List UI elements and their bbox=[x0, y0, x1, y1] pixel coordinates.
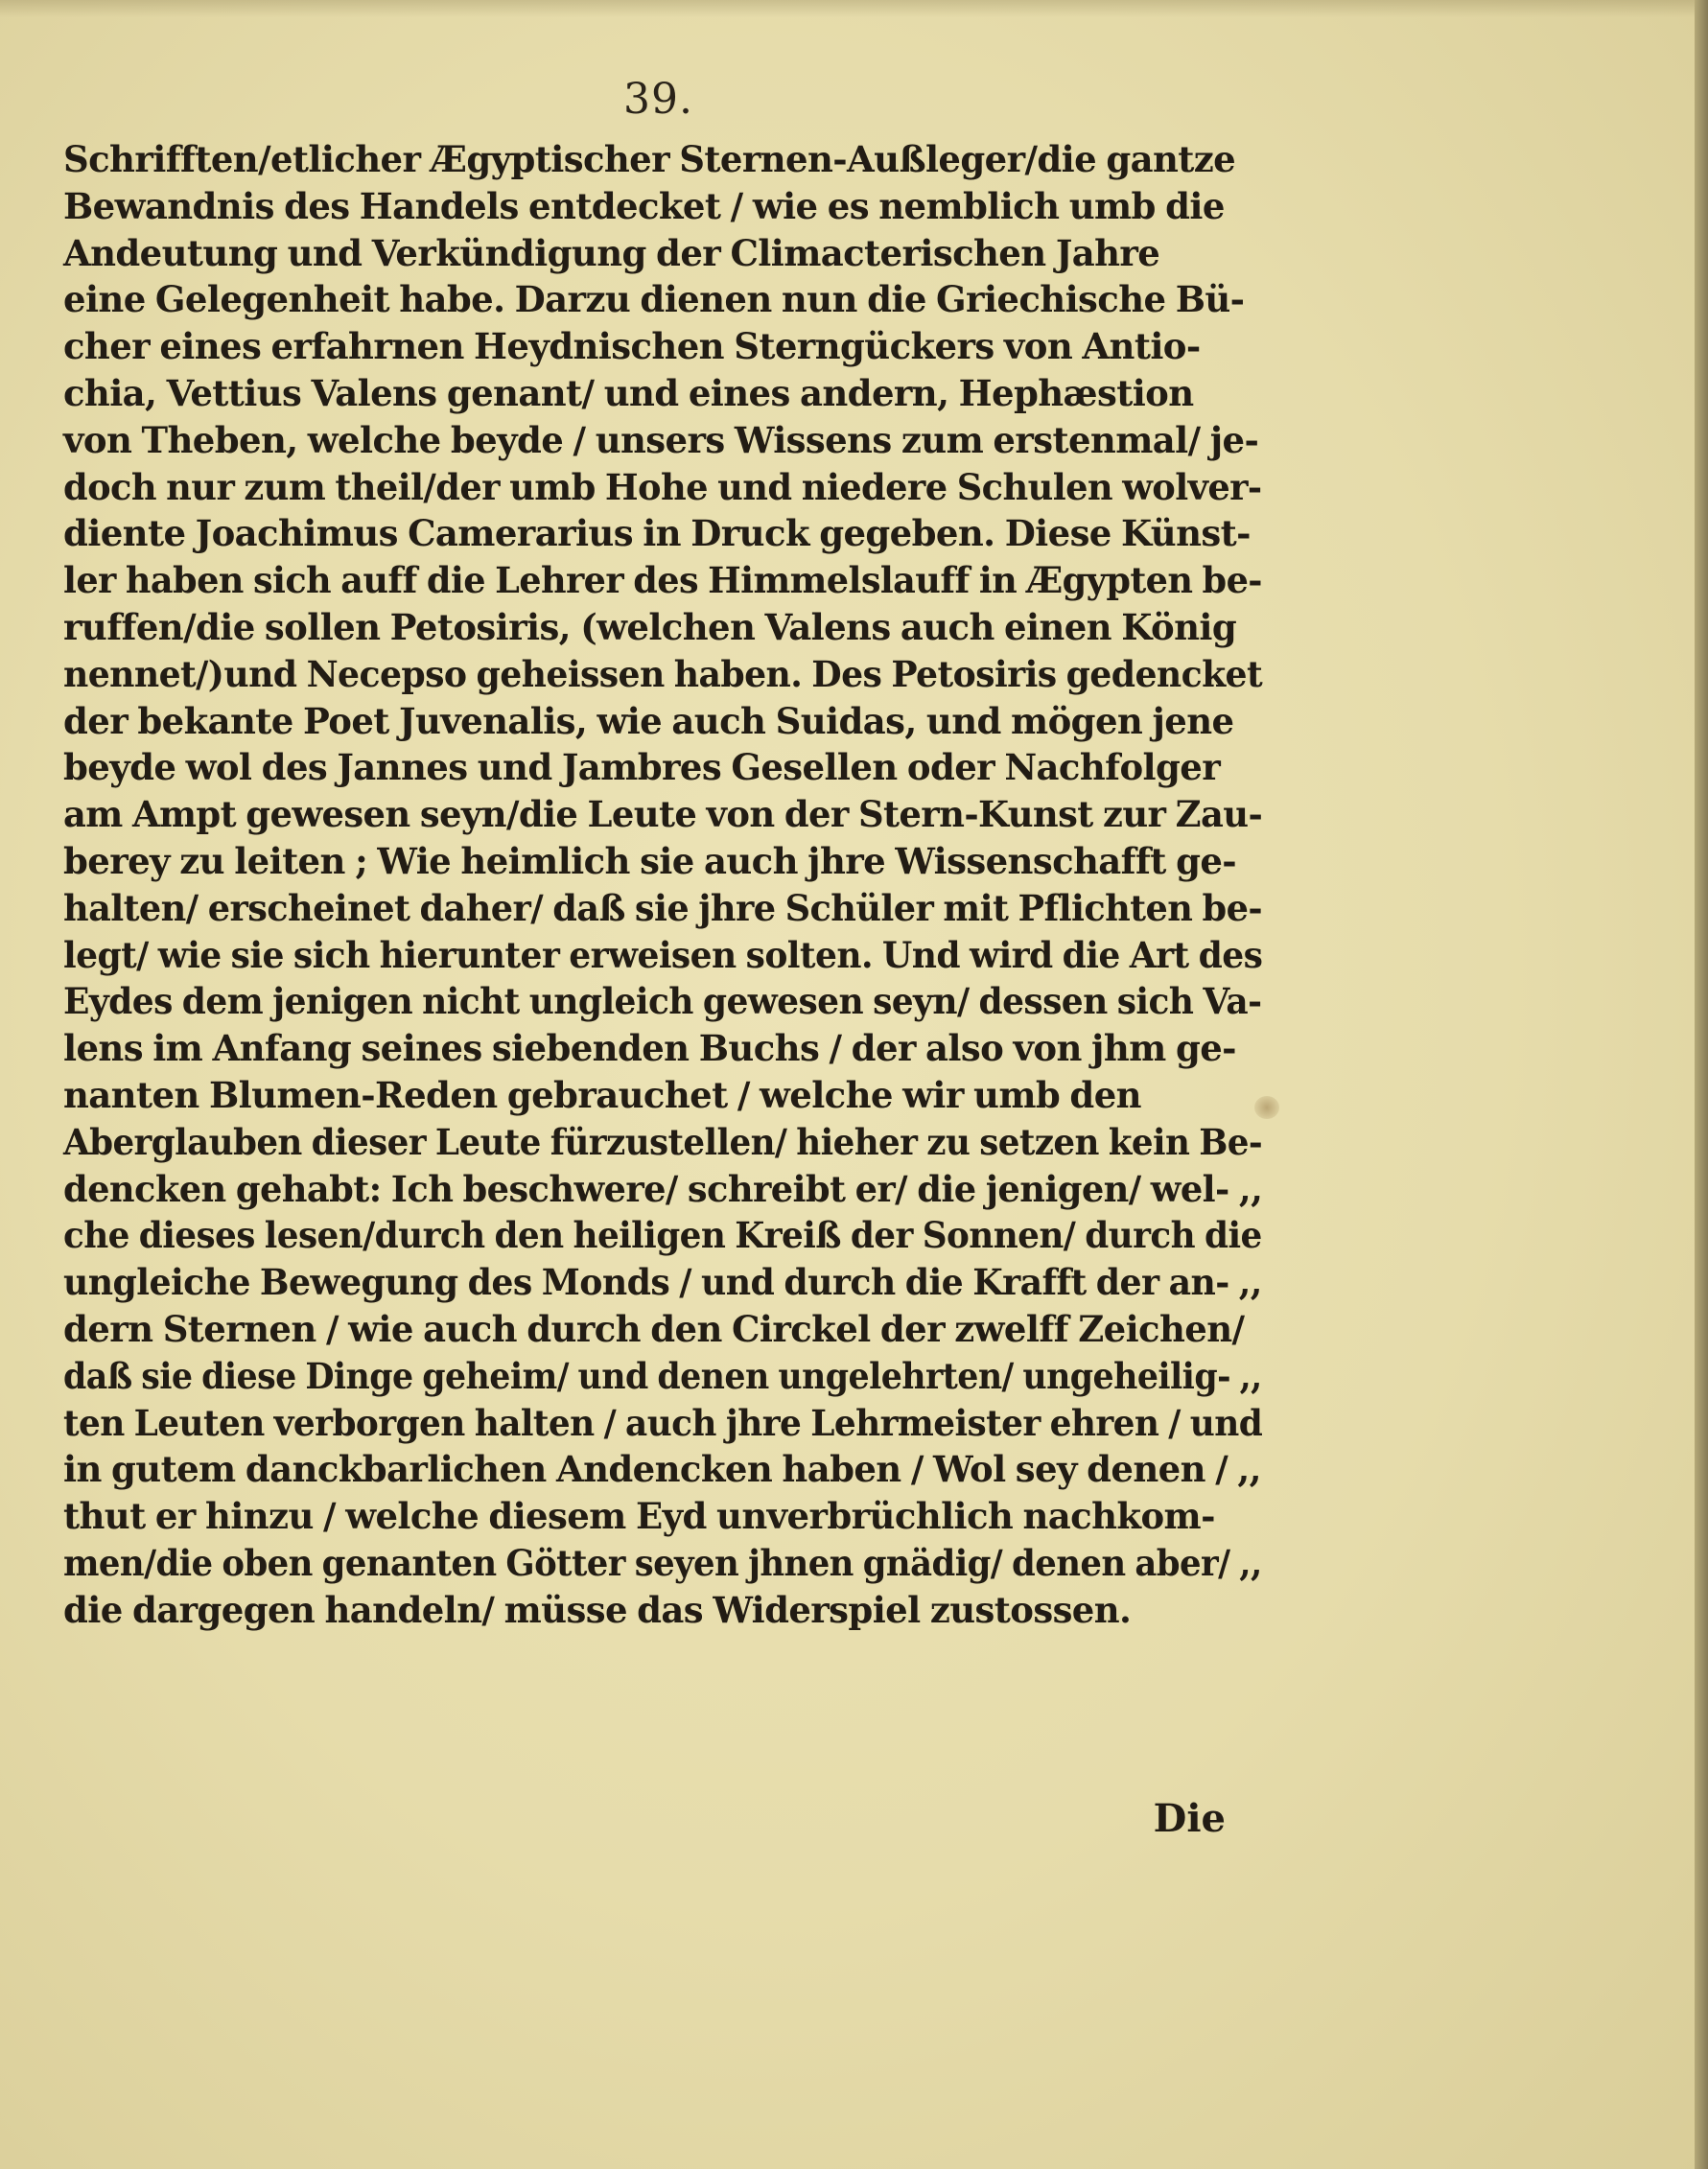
text-line: halten/ erscheinet daher/ daß sie jhre Schüler mit Pflichten be- bbox=[63, 886, 1262, 929]
text-line: beyde wol des Jannes und Jambres Gesellen oder Nachfolger bbox=[63, 746, 1221, 789]
text-line: Schrifften/etlicher Ægyptischer Sternen-Außleger/die gantze bbox=[63, 138, 1236, 180]
text-line: Eydes dem jenigen nicht ungleich gewesen seyn/ dessen sich Va- bbox=[63, 980, 1262, 1023]
page-shadow bbox=[0, 0, 1708, 17]
text-line: von Theben, welche beyde / unsers Wissens zum erstenmal/ je- bbox=[63, 418, 1259, 461]
text-line: am Ampt gewesen seyn/die Leute von der Stern-Kunst zur Zau- bbox=[63, 793, 1263, 836]
text-line: Bewandnis des Handels entdecket / wie es nemblich umb die bbox=[63, 184, 1225, 227]
text-line: nennet/)und Necepso geheissen haben. Des Petosiris gedencket bbox=[63, 652, 1263, 695]
text-line: dencken gehabt: Ich beschwere/ schreibt er/ die jenigen/ wel- ,, bbox=[63, 1167, 1263, 1210]
body-text bbox=[63, 136, 1262, 1634]
text-line: thut er hinzu / welche diesem Eyd unverbrüchlich nachkom- bbox=[63, 1495, 1215, 1538]
text-line: che dieses lesen/durch den heiligen Kreiß der Sonnen/ durch die bbox=[63, 1214, 1262, 1257]
page-edge bbox=[1695, 0, 1708, 2169]
text-line: legt/ wie sie sich hierunter erweisen solten. Und wird die Art des bbox=[63, 933, 1263, 976]
text-line: ungleiche Bewegung des Monds / und durch die Krafft der an- ,, bbox=[63, 1261, 1262, 1304]
text-line: in gutem danckbarlichen Andencken haben / Wol sey denen / ,, bbox=[63, 1448, 1261, 1491]
text-line: daß sie diese Dinge geheim/ und denen ungelehrten/ ungeheilig- ,, bbox=[63, 1354, 1262, 1397]
text-line: lens im Anfang seines siebenden Buchs / der also von jhm ge- bbox=[63, 1027, 1236, 1070]
text-line: diente Joachimus Camerarius in Druck gegeben. Diese Künst- bbox=[63, 512, 1251, 555]
text-line: berey zu leiten ; Wie heimlich sie auch jhre Wissenschafft ge- bbox=[63, 839, 1237, 882]
page-number: 39. bbox=[623, 75, 693, 124]
text-line: Aberglauben dieser Leute fürzustellen/ hieher zu setzen kein Be- bbox=[63, 1120, 1263, 1163]
text-line: men/die oben genanten Götter seyen jhnen gnädig/ denen aber/ ,, bbox=[63, 1541, 1262, 1584]
text-line: dern Sternen / wie auch durch den Circkel der zwelff Zeichen/ bbox=[63, 1307, 1245, 1350]
text-line: Andeutung und Verkündigung der Climacterischen Jahre bbox=[63, 231, 1160, 274]
text-line: die dargegen handeln/ müsse das Widerspiel zustossen. bbox=[63, 1588, 1132, 1631]
text-line: ruffen/die sollen Petosiris, (welchen Valens auch einen König bbox=[63, 605, 1237, 648]
text-line: ler haben sich auff die Lehrer des Himmelslauff in Ægypten be- bbox=[63, 559, 1262, 602]
text-line: doch nur zum theil/der umb Hohe und niedere Schulen wolver- bbox=[63, 465, 1262, 508]
catchword: Die bbox=[1153, 1796, 1226, 1841]
text-line: ten Leuten verborgen halten / auch jhre Lehrmeister ehren / und bbox=[63, 1401, 1263, 1444]
text-line: der bekante Poet Juvenalis, wie auch Suidas, und mögen jene bbox=[63, 699, 1234, 742]
text-line: chia, Vettius Valens genant/ und eines andern, Hephæstion bbox=[63, 371, 1194, 414]
text-line: nanten Blumen-Reden gebrauchet / welche wir umb den bbox=[63, 1073, 1141, 1116]
text-line: eine Gelegenheit habe. Darzu dienen nun die Griechische Bü- bbox=[63, 278, 1245, 321]
text-line: cher eines erfahrnen Heydnischen Sterngückers von Antio- bbox=[63, 325, 1201, 368]
